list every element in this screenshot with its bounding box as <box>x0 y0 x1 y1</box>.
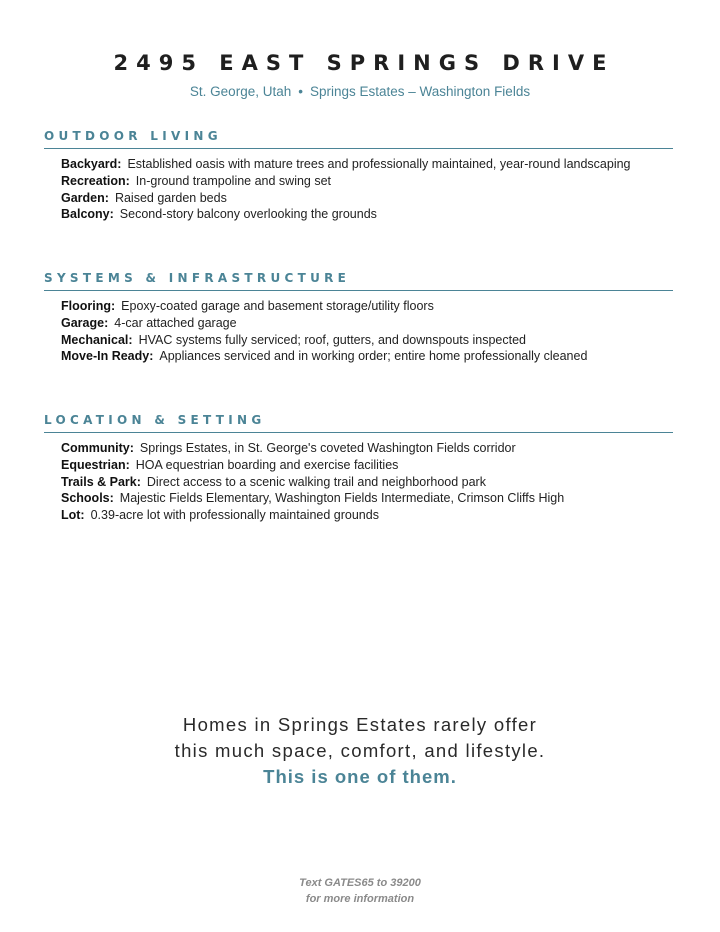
feature-label: Equestrian: <box>61 457 130 472</box>
feature-item-trails-park <box>61 474 673 491</box>
section-heading: OUTDOOR LIVING <box>44 129 673 149</box>
feature-list <box>44 440 673 524</box>
closing-tagline <box>0 712 720 790</box>
feature-text: 4-car attached garage <box>114 315 237 330</box>
feature-label: Garden: <box>61 190 109 205</box>
feature-item-move-in-ready <box>61 348 673 365</box>
section-outdoor-living <box>44 129 673 223</box>
feature-label: Community: <box>61 441 134 455</box>
feature-item-garage <box>61 315 673 332</box>
tagline-line-1: Homes in Springs Estates rarely offer <box>182 714 538 735</box>
feature-item-balcony <box>61 206 673 223</box>
feature-item-recreation <box>61 173 673 190</box>
property-subtitle <box>0 84 720 100</box>
feature-text: Raised garden beds <box>114 190 227 205</box>
feature-label: Backyard: <box>61 157 122 171</box>
cta-line-1: Text GATES65 to 39200 <box>299 877 421 889</box>
feature-item-equestrian <box>61 457 673 474</box>
feature-item-garden <box>61 190 673 207</box>
city-state: St. George, Utah <box>189 84 292 99</box>
section-heading: LOCATION & SETTING <box>44 413 673 433</box>
neighborhood: Springs Estates – Washington Fields <box>309 84 531 99</box>
feature-list <box>44 298 673 365</box>
feature-label: Mechanical: <box>61 332 133 347</box>
feature-label: Flooring: <box>61 299 116 313</box>
feature-label: Trails & Park: <box>61 474 141 489</box>
feature-item-backyard <box>61 156 673 173</box>
section-heading: SYSTEMS & INFRASTRUCTURE <box>44 271 673 291</box>
separator-dot: • <box>298 84 303 99</box>
tagline-emphasis: This is one of them. <box>263 766 457 787</box>
text-call-to-action <box>0 875 720 907</box>
feature-item-schools <box>61 490 673 507</box>
section-location-setting <box>44 413 673 524</box>
page-header <box>0 50 720 100</box>
cta-line-2: for more information <box>305 893 415 905</box>
feature-label: Move-In Ready: <box>61 349 154 364</box>
feature-text: HVAC systems fully serviced; roof, gutters, and downspouts inspected <box>138 332 527 347</box>
feature-text: Second-story balcony overlooking the grounds <box>119 207 377 222</box>
feature-text: Direct access to a scenic walking trail and neighborhood park <box>146 474 486 489</box>
feature-label: Schools: <box>61 491 114 506</box>
feature-text: In-ground trampoline and swing set <box>135 173 332 188</box>
feature-item-community <box>61 440 673 457</box>
feature-text: Established oasis with mature trees and professionally maintained, year-round landscaping <box>127 157 631 171</box>
feature-list <box>44 156 673 223</box>
feature-item-mechanical <box>61 332 673 349</box>
property-address-title: 2495 EAST SPRINGS DRIVE <box>113 51 615 75</box>
feature-text: HOA equestrian boarding and exercise facilities <box>135 457 399 472</box>
feature-text: Majestic Fields Elementary, Washington Fields Intermediate, Crimson Cliffs High <box>119 491 565 506</box>
feature-text: Springs Estates, in St. George's coveted Washington Fields corridor <box>139 441 516 455</box>
feature-label: Garage: <box>61 315 109 330</box>
feature-text: 0.39-acre lot with professionally maintained grounds <box>90 508 379 523</box>
feature-item-lot <box>61 507 673 524</box>
feature-label: Lot: <box>61 508 85 523</box>
section-systems-infrastructure <box>44 271 673 365</box>
feature-text: Epoxy-coated garage and basement storage/utility floors <box>121 299 434 313</box>
feature-item-flooring <box>61 298 673 315</box>
tagline-line-2: this much space, comfort, and lifestyle. <box>174 740 546 761</box>
feature-label: Recreation: <box>61 173 130 188</box>
feature-label: Balcony: <box>61 207 114 222</box>
feature-text: Appliances serviced and in working order; entire home professionally cleaned <box>159 349 588 364</box>
